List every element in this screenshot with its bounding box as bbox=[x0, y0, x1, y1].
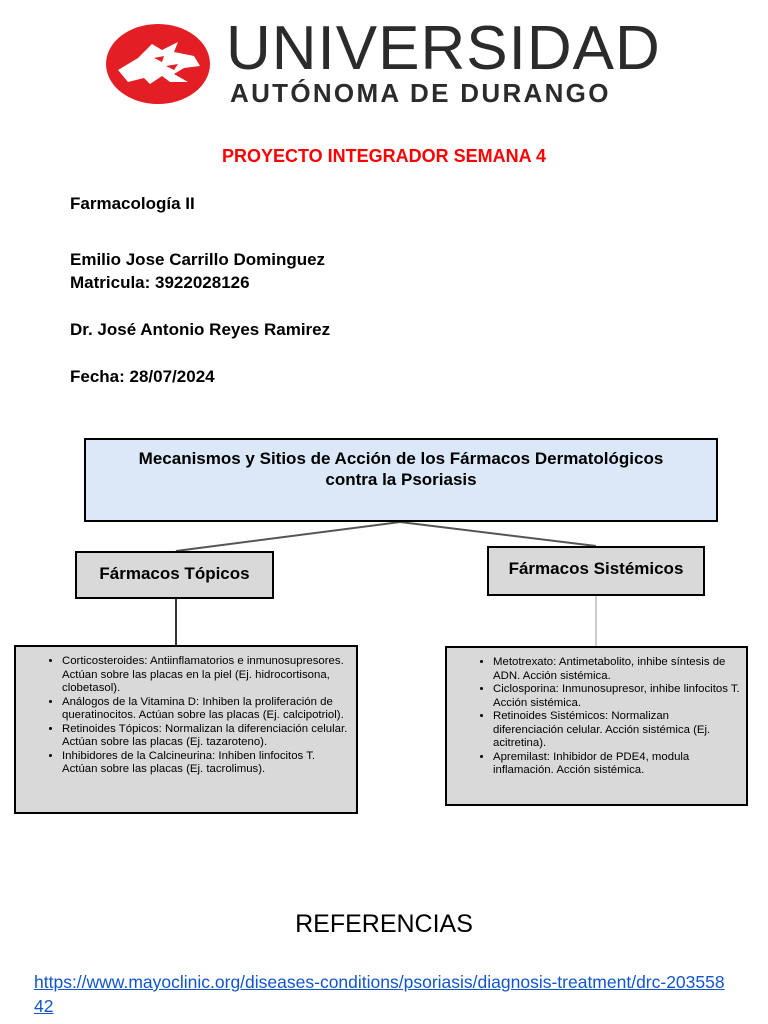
list-item: • Análogos de la Vitamina D: Inhiben la proliferación de queratinocitos. Actúan sobre las placas (Ej. calcipotriol). bbox=[62, 696, 348, 723]
sistemicos-list-box bbox=[445, 646, 748, 806]
main-box-line-2: contra la Psoriasis bbox=[325, 470, 477, 489]
date: Fecha: 28/07/2024 bbox=[70, 367, 215, 386]
sistemicos-box: Fármacos Sistémicos bbox=[487, 546, 705, 596]
connector-main-topicos bbox=[176, 522, 400, 551]
main-box-line-1: Mecanismos y Sitios de Acción de los Fármacos Dermatológicos bbox=[138, 449, 664, 468]
list-item: • Metotrexato: Antimetabolito, inhibe síntesis de ADN. Acción sistémica. bbox=[493, 656, 740, 683]
logo-subtitle: AUTÓNOMA DE DURANGO bbox=[230, 78, 611, 108]
matricula: Matricula: 3922028126 bbox=[70, 273, 250, 292]
list-item: • Retinoides Tópicos: Normalizan la diferenciación celular. Actúan sobre las placas (Ej. tazaroteno). bbox=[62, 723, 348, 750]
sistemicos-list bbox=[447, 656, 740, 778]
page-title: PROYECTO INTEGRADOR SEMANA 4 bbox=[221, 146, 547, 166]
list-item: • Retinoides Sistémicos: Normalizan diferenciación celular. Acción sistémica (Ej. acitretina). bbox=[493, 710, 740, 751]
topicos-box: Fármacos Tópicos bbox=[75, 551, 274, 599]
logo-name: UNIVERSIDAD bbox=[226, 14, 661, 83]
subject: Farmacología II bbox=[70, 194, 195, 213]
list-item: • Apremilast: Inhibidor de PDE4, modula inflamación. Acción sistémica. bbox=[493, 751, 740, 778]
reference-link[interactable]: https://www.mayoclinic.org/diseases-conditions/psoriasis/diagnosis-treatment/drc-20355842 bbox=[34, 972, 725, 1016]
diagram-main-box bbox=[84, 438, 718, 522]
topicos-list bbox=[16, 655, 348, 777]
professor-name: Dr. José Antonio Reyes Ramirez bbox=[70, 320, 331, 339]
list-item: • Ciclosporina: Inmunosupresor, inhibe linfocitos T. Acción sistémica. bbox=[493, 683, 740, 710]
student-name: Emilio Jose Carrillo Dominguez bbox=[70, 250, 326, 269]
list-item: • Corticosteroides: Antiinflamatorios e inmunosupresores. Actúan sobre las placas en la piel (Ej. hidrocortisona, clobetasol). bbox=[62, 655, 348, 696]
topicos-list-box bbox=[14, 645, 358, 814]
references-heading: REFERENCIAS bbox=[295, 910, 473, 938]
connector-main-sistemicos bbox=[400, 522, 596, 546]
list-item: • Inhibidores de la Calcineurina: Inhiben linfocitos T. Actúan sobre las placas (Ej. tacrolimus). bbox=[62, 750, 348, 777]
